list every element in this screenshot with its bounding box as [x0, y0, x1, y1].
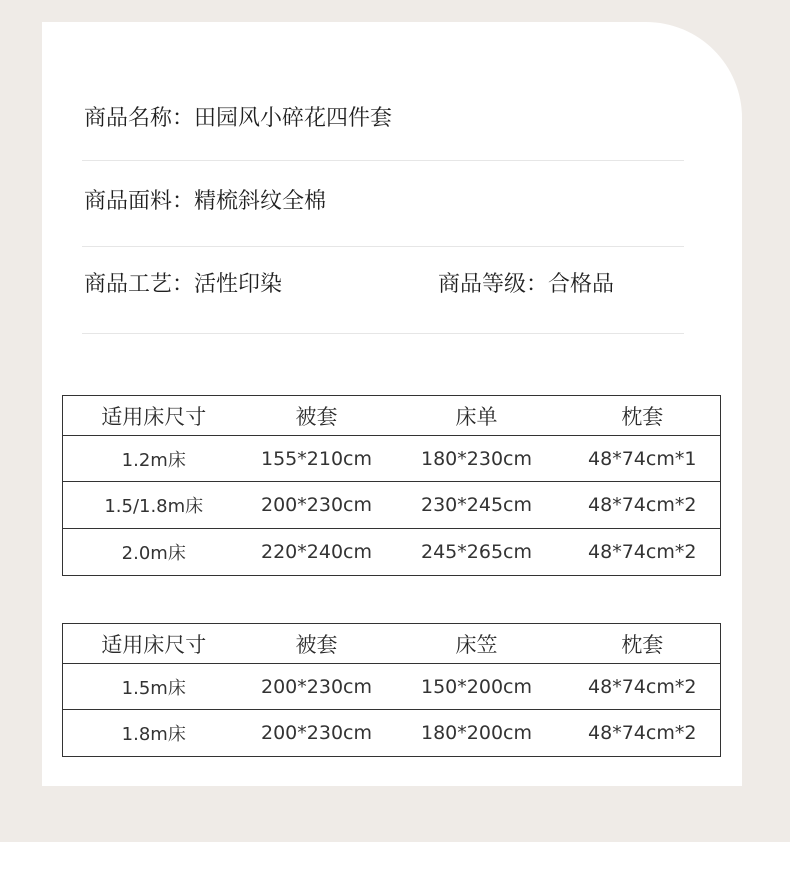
size-table-sheet: [62, 395, 721, 576]
cell-pillowcase: 48*74cm*1: [588, 447, 697, 470]
cell-pillowcase: 48*74cm*2: [565, 482, 721, 529]
table-header-row: [63, 624, 721, 664]
product-name: [84, 104, 392, 134]
cell-bed-size: 1.5/1.8m床: [63, 482, 245, 529]
table-row: [63, 710, 721, 757]
product-fabric: [84, 187, 326, 217]
product-name-label: 商品名称：: [84, 106, 195, 131]
product-fabric-value: 精梳斜纹全棉: [194, 189, 327, 214]
product-fabric-label: 商品面料：: [84, 189, 195, 214]
product-grade: [438, 270, 614, 300]
product-craft-value: 活性印染: [194, 272, 283, 297]
cell-bed-size: 1.8m床: [63, 710, 245, 757]
divider: [82, 160, 684, 161]
table-row: [63, 482, 721, 529]
cell-duvet-cover: 200*230cm: [245, 482, 389, 529]
cell-bed-sheet: 245*265cm: [389, 529, 565, 576]
cell-bed-sheet: 180*230cm: [421, 447, 532, 470]
cell-duvet-cover: 155*210cm: [261, 447, 372, 470]
cell-bed-size: 2.0m床: [63, 529, 245, 576]
product-craft: [84, 270, 282, 300]
header-duvet-cover: 被套: [245, 624, 389, 664]
cell-bed-sheet: 230*245cm: [389, 482, 565, 529]
header-bed-size: 适用床尺寸: [63, 396, 245, 436]
header-pillowcase: 枕套: [565, 624, 721, 664]
table-row: [63, 664, 721, 710]
cell-pillowcase: 48*74cm*2: [565, 529, 721, 576]
product-grade-value: 合格品: [548, 272, 615, 297]
cell-pillowcase: 48*74cm*2: [588, 675, 697, 698]
product-craft-label: 商品工艺：: [84, 272, 195, 297]
header-duvet-cover: 被套: [245, 396, 389, 436]
header-bed-sheet: 床单: [389, 396, 565, 436]
divider: [82, 246, 684, 247]
cell-duvet-cover: 220*240cm: [245, 529, 389, 576]
header-fitted-sheet: 床笠: [389, 624, 565, 664]
cell-pillowcase: 48*74cm*2: [565, 710, 721, 757]
cell-bed-size: 1.2m床: [121, 449, 186, 471]
product-name-value: 田园风小碎花四件套: [194, 106, 393, 131]
table-row: [63, 436, 721, 482]
cell-duvet-cover: 200*230cm: [245, 710, 389, 757]
header-bed-size: 适用床尺寸: [63, 624, 245, 664]
cell-fitted-sheet: 150*200cm: [421, 675, 532, 698]
divider: [82, 333, 684, 334]
table-header-row: [63, 396, 721, 436]
cell-duvet-cover: 200*230cm: [261, 675, 372, 698]
cell-fitted-sheet: 180*200cm: [389, 710, 565, 757]
product-grade-label: 商品等级：: [438, 272, 549, 297]
cell-bed-size: 1.5m床: [121, 677, 186, 699]
table-row: [63, 529, 721, 576]
size-table-fitted: [62, 623, 721, 757]
header-pillowcase: 枕套: [565, 396, 721, 436]
